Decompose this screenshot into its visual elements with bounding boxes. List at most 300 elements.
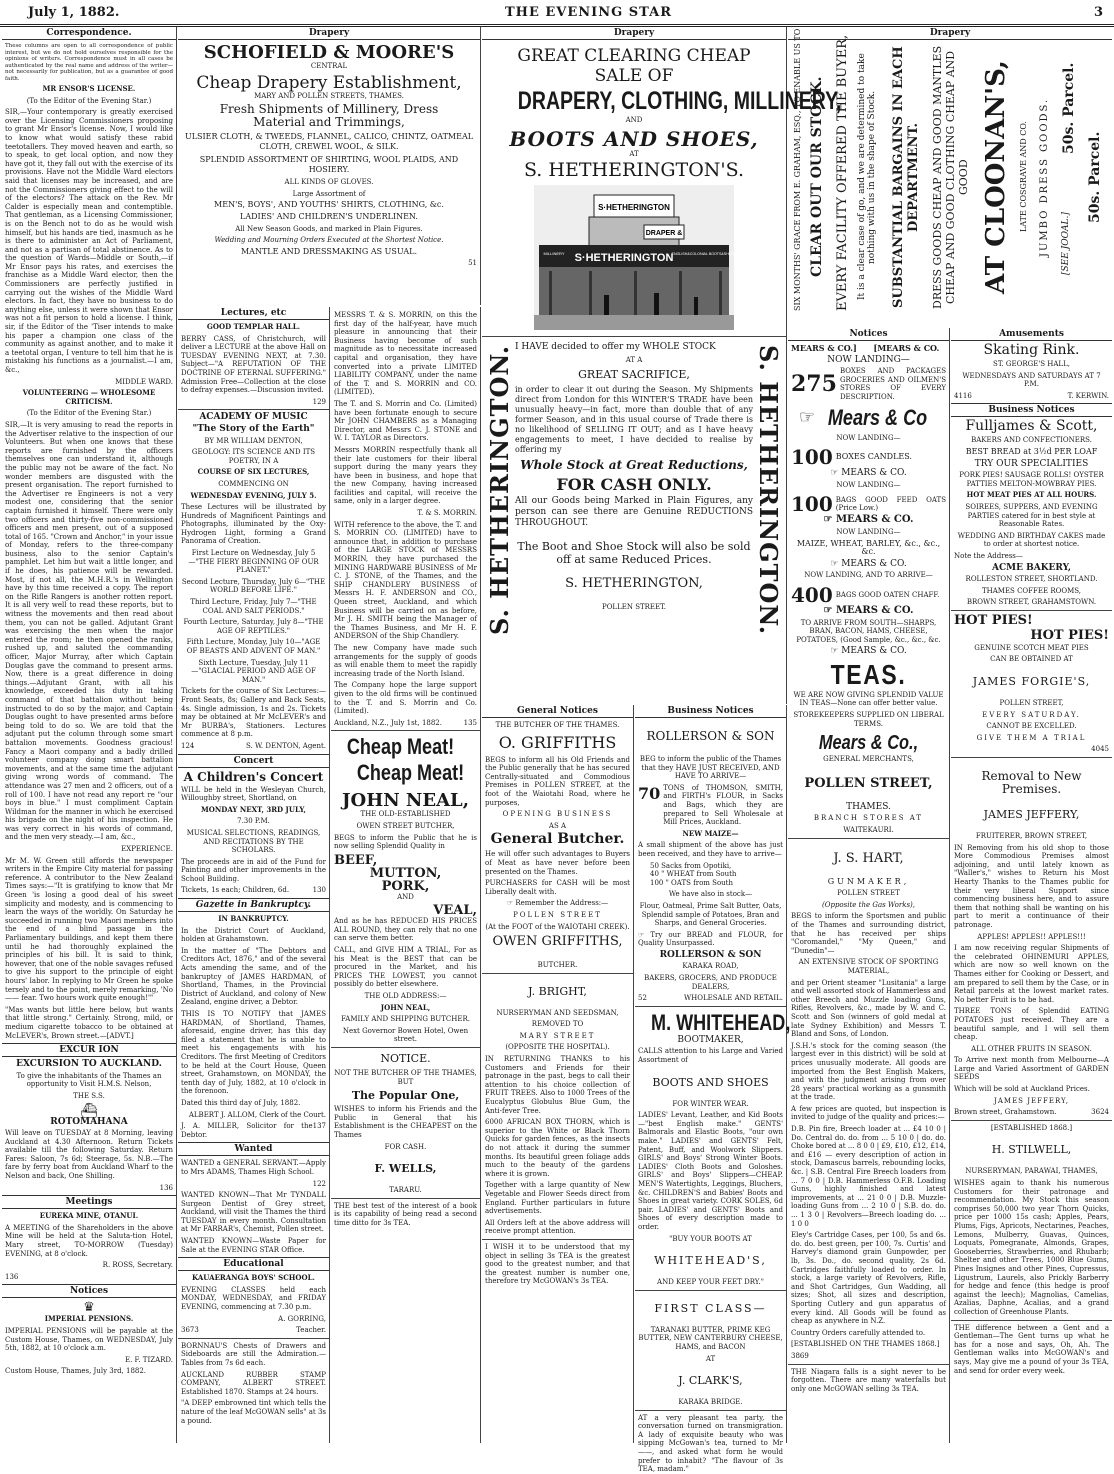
- ad-text: MARY STREET: [519, 1031, 596, 1040]
- lecture-item: Fourth Lecture, Saturday, July 8—"THE AGE OF REPTILES.": [183, 618, 324, 635]
- sign-text: MILLINERY: [543, 251, 565, 257]
- sign-text: S·HETHERINGTON: [598, 203, 670, 213]
- ad-heading: SUBSTANTIAL BARGAINS IN EACH DEPARTMENT.: [891, 46, 921, 308]
- ad-sign: Teacher.: [296, 1326, 326, 1335]
- ad-number: 130: [312, 886, 326, 895]
- ad-body: These Lectures will be illustrated by Hundreds of Magnificent Paintings and Photographs, illuminated by the Oxy-Hydrogen Light, forming a Grand Panorama of Creation.: [181, 503, 326, 546]
- ad-title: HOT PIES!: [954, 612, 1033, 628]
- ad-text: WAITEKAURI.: [843, 826, 894, 835]
- classified-ad: BORNNAU'S Chests of Drawers and Sideboards are still the Admiration.—Tables from 7s 6d each.: [181, 1341, 326, 1367]
- ad-body: Messrs MORRIN respectfully thank all their late customers for their liberal support during the many years they have been in business, and hope that the new Company, having increased facilities and capital, will receive the same, only in a larger degree.: [334, 445, 477, 506]
- ad-heading: CLEAR OUT OUR STOCK.: [809, 76, 825, 278]
- section-heading: Drapery: [482, 27, 786, 40]
- ad-text: LATE COSGRAVE AND CO.: [1019, 121, 1028, 233]
- ad-text: POLLEN STREET,: [999, 699, 1064, 708]
- disclaimer: These columns are open to all correspondence of public interest, but we do not hold ourselves responsible for the opinions of writers. Correspondence must in all cases be authenticated by the real name and address of the writer—not necessarily for publication, but as a guarantee of good faith.: [5, 43, 173, 82]
- ad-heading: POLLEN STREET,: [804, 775, 933, 791]
- ad-body: SOIREES, SUPPERS, AND EVENING PARTIES catered for in best style at Reasonable Rates.: [965, 502, 1098, 529]
- sign-text: ENGLISH&COLONIAL BOOTS&SHOES: [671, 252, 737, 257]
- letter-body: SIR,—Your contemporary is greatly exercised over the Licensing Commissioners proposing to grant Mr Ensor's license. Now, I would like to know what would satisfy these rabid teetotallers. They moved heaven and earth, so to speak, to get local option, and now they have got it, they fall out with the exercise of its provisions. Have not the Middle Ward electors said that licenses may be increased, and are not the Commissioners giving effect to the will of the electors? The attack on the Rev. Mr Calder is especially mean and contemptible. That gentleman, as a Licensing Commissioner, is on the Bench not to do as he would wish himself, but his hands are tied, inasmuch as he is there to administer an Act of Parliament, and not as a partisan of total abstinence. As to the question of Wards—Middle or South,—if Mr Ensor pays his rates, and exercises the franchise as a Middle Ward elector, then the Commissioners are perfectly justified in carrying out the wishes of the Middle Ward electors. In fact, they have no business to do anything else, unless it were shown that Ensor was not a fit person to hold a license. I think, sir, if the Editor of the 'Tiser intends to make his paper a champion one class of the community as against another, and to make it a teetotal organ, I venture to tell him that he is mistaking his functions as a journalist.—I am, &c.,: [5, 108, 173, 374]
- filler-text: THE Niagara falls is a sight never to be forgotten. There are many waterfalls but only one McGOWAN selling 3s TEA.: [791, 1367, 946, 1393]
- ad-text: BROWN STREET, GRAHAMSTOWN.: [966, 598, 1097, 607]
- ad-body: WISHES again to thank his numerous Customers for their patronage and recommendation. My Stock this season comprises 50,000 two year Thorn Quicks, price per 1000 15s cash; Apples, Pears, Plums, Figs, Apricots, Nectarines, Peaches, Lemons, Mulberry, Guavas, Quinces, Loquats, Pomegranate, Almonds, Grapes, Gooseberries, Strawberries, and Rhubarb; Shelter and other Trees, 1000 Blue Gums, Pines Insignes and other Pines, Cupressus, Ligustrum, Laurels, also Prickly Barberry for hedge and fence (this hedge is proof against the leech); Magnolias, Camelias, Azalias, Daphne, Acalias, and a grand collection of Greenhouse Plants.: [954, 1179, 1109, 1316]
- column-morrin-neal: [331, 307, 481, 1443]
- ad-text: ULSIER CLOTH, & TWEEDS, FLANNEL, CALICO, CHINTZ, OATMEAL CLOTH, CREWEL WOOL, & SILK.: [184, 132, 474, 152]
- ad-title: IMPERIAL PENSIONS.: [44, 1314, 134, 1324]
- ad-sign: F. WELLS,: [374, 1162, 437, 1176]
- paragraph: Mr M. W. Green still affords the newspaper writers in the Empire City material for passing reference. A contributor to the New Zealand Times says:—"It is gratifying to know that Mr Green 'is losing a good deal of his sweet simplicity and modesty, and is commencing to learn the ways of the worldly. On Saturday he succeeded in running two Maori members into the end of a blind passage in the Parliamentary buildings, and kept them there until he had thoroughly explained the principles of his bill. It is said to think, however, that one of the noble savages refused to give his support to the principle of eight hours' labor. In replying to Mr Green he spoke tersely and to the point, merely remarking, 'No —— fear. Two hours work quite enough!'": [5, 856, 174, 1003]
- ad-sign-text: MEARS & CO.: [841, 558, 907, 569]
- ad-quantity-block: [791, 492, 946, 516]
- ad-body: in order to clear it out during the Season. My Shipments direct from London for this WINTER'S TRADE have been unusually heavy—in fact, more than double that of any former Season, and in this usual course of Trade there is no likelihood of SELLING IT OUT; and as I have heavy engagements to meet, I have decided to realise by offering my: [515, 384, 753, 454]
- ad-number: 136: [5, 1272, 19, 1281]
- logo-text: Mears & Co: [827, 404, 928, 430]
- ad-number: 129: [312, 397, 326, 406]
- ad-text: (Opposite the Gas Works),: [822, 900, 915, 909]
- ad-footer: [181, 1326, 326, 1335]
- quantity: 400: [791, 582, 833, 607]
- ad-title: ROLLERSON & SON: [646, 729, 775, 743]
- ad-title: Skating Rink.: [983, 342, 1080, 358]
- ad-quantity-block: [791, 367, 946, 401]
- section-heading: Lectures, etc: [178, 307, 329, 320]
- ad-body: All Orders left at the above address will receive prompt attention.: [485, 1218, 630, 1236]
- pointing-hand-icon: ☞: [798, 407, 816, 429]
- ad-sign: [791, 604, 946, 616]
- ad-body: CALLS attention to his Large and Varied Assortment of: [638, 1047, 783, 1065]
- ad-sign: JAMES JEFFERY,: [994, 1096, 1069, 1105]
- meat-item: BEEF,: [334, 852, 378, 868]
- ad-number: 136: [159, 1183, 173, 1192]
- ad-body: Dated this third day of July, 1882.: [181, 1098, 301, 1107]
- ad-text: BAKERS AND CONFECTIONERS.: [971, 436, 1092, 445]
- ad-text: SPLENDID ASSORTMENT OF SHIRTING, WOOL PLAIDS, AND HOSIERY.: [199, 155, 459, 175]
- ad-title: IN BANKRUPTCY.: [218, 914, 289, 924]
- pointing-hand-icon: ☞: [823, 514, 836, 526]
- quantity: 275: [791, 371, 837, 398]
- ad-text: [638, 931, 783, 948]
- ad-number: 122: [312, 1179, 326, 1188]
- ad-text: SIX MONTHS' GRACE FROM E. GRAHAM, ESQ., TO ENABLE US TO: [793, 28, 802, 311]
- ad-number: 137: [312, 1122, 326, 1131]
- ad-footer: [954, 1108, 1109, 1117]
- ad-text: HOT MEAT PIES AT ALL HOURS.: [966, 490, 1097, 500]
- ad-body: MAIZE, WHEAT, BARLEY, &c., &c., &c.: [796, 538, 941, 557]
- ad-body: IN Removing from his old shop to those More Commodious Premises almost adjoining, and until lately known as "Waller's," wishes to Return his Most Hearty Thanks to the Thames public for their very liberal Support since commencing business here, and to assure them that nothing shall be wanting on his part to merit a continuance of their patronage.: [954, 843, 1109, 929]
- ad-body: Eley's Cartridge Cases, per 100, 5s and 6s. do. do. best green, per 100, 7s. Curtis' and Harvey's diamond grain Gunpowder, per lb, 3s. Do., do. second quality, 2s 6d. Cartridges faithfully loaded to order. In stock, a large variety of Revolvers, Rifle, and Shot Cartridges, Gun Wadding, all sizes; Shot, all sizes and description, Sporting Cutlery and gun apparatus of every kind. All Goods will be found as cheap as anywhere in N.Z.: [791, 1231, 946, 1326]
- ad-title: GREAT CLEARING CHEAP SALE OF: [517, 46, 751, 86]
- ad-number: 51: [468, 259, 477, 268]
- ad-quantity-block: [638, 784, 783, 830]
- ad-text: ALL KINDS OF GLOVES.: [284, 178, 374, 187]
- ad-text: NOT THE BUTCHER OF THE THAMES, BUT: [334, 1069, 477, 1086]
- column-notices-mears: [788, 328, 950, 1443]
- ad-title: Removal to New Premises.: [981, 769, 1082, 797]
- ad-body: BOXES CANDLES.: [835, 451, 912, 461]
- ad-text: CANNOT BE EXCELLED.: [986, 722, 1077, 731]
- ad-body: The new Company have made such arrangements for the supply of goods as will enable them to meet the rapidly increasing trade of the North Island.: [334, 643, 477, 678]
- sign-text: S·HETHERINGTON: [574, 252, 674, 265]
- ad-heading: Fresh Shipments of Millinery, Dress Material and Trimmings,: [219, 102, 439, 130]
- ad-number: 135: [463, 718, 477, 727]
- ad-place: Auckland, N.Z., July 1st, 1882.: [334, 718, 442, 727]
- ad-number: 4045: [1091, 745, 1109, 754]
- masthead-title: THE EVENING STAR: [505, 5, 673, 20]
- ad-text: [ESTABLISHED 1868.]: [990, 1123, 1073, 1132]
- ad-text: Wedding and Mourning Orders Executed at the Shortest Notice.: [214, 236, 444, 245]
- letter-title: VOLUNTEERING — WHOLESOME CRITICISM.: [22, 388, 156, 406]
- classified-ad: WANTED a GENERAL SERVANT.—Apply to Mrs ADAMS, Thames High School.: [181, 1159, 326, 1176]
- ad-text: LADIES' AND CHILDREN'S UNDERLINEN.: [240, 211, 418, 221]
- ad-heading: GREAT SACRIFICE,: [578, 367, 690, 381]
- pointing-hand-icon: ☞: [830, 646, 842, 657]
- ad-text: THE OLD ADDRESS:—: [364, 992, 447, 1001]
- ad-title: AT CLOONAN'S,: [981, 60, 1011, 294]
- pointing-hand-icon: ☞: [830, 558, 842, 569]
- section-heading: Correspondence.: [2, 27, 176, 40]
- ad-text: FOR CASH.: [384, 1142, 427, 1151]
- masthead-date: July 1, 1882.: [28, 5, 120, 20]
- ad-body: WITH reference to the above, the T. and S. MORRIN CO. (LIMITED) have to announce that, in addition to purchase of the LARGE STOCK of MESSRS MORRIN, they have purchased the MINING HARDWARE BUSINESS of Mr C. J. STONE, of the Thames, and the SHIP CHANDLERY BUSINESS of Messrs H. F. ANDERSON and CO., Queen street, Auckland, and which Business will be carried on as before, Mr J. H. SMITH being the Manager of the Thames Business, and Mr H. F. ANDERSON of the Ship Chandlery.: [334, 520, 477, 641]
- ad-body: THIS IS TO NOTIFY that JAMES HARDMAN, of Shortland, Thames, aforesaid, engine driver, has this day filed a statement that he is unable to meet his engagements with his Creditors. The first Meeting of Creditors to be held at the Court House, Queen street, Grahamstown, on MONDAY, the tenth day of July, 1882, at 10 o'clock in the forenoon.: [181, 1010, 326, 1096]
- ad-text: AND: [397, 892, 414, 901]
- letter-to: (To the Editor of the Evening Star.): [26, 409, 152, 418]
- ad-text: WEDNESDAY EVENING, JULY 5.: [190, 490, 317, 500]
- ad-body: J.S.H.'s stock for the coming season (the largest ever in this district) will be sold at prices unusually moderate. All goods are imported from the Best English Makers, and with the judgment arising from over 28 years' practical working as a gunsmith at the trade.: [791, 1041, 946, 1102]
- ad-text: NURSERYMAN AND SEEDSMAN,: [496, 1008, 619, 1017]
- filler-text: THE difference between a Gent and a Gentleman—The Gent turns up what he has for a nose and says, Oh, Ah. The Gentleman walks into McGOWAN's and says, May give me a pound of your 3s TEA, and send for order every week.: [954, 1323, 1109, 1375]
- ad-heading: Whole Stock at Great Reductions,: [520, 457, 748, 472]
- ad-text: [SEE JOOAL.]: [1061, 212, 1071, 276]
- section-heading: Meetings: [2, 1195, 176, 1209]
- ad-text: COMMENCING ON: [218, 479, 289, 488]
- ad-body: The Company hope the large support given to the old firms will be continued to the T. and S. Morrin and Co. (Limited).: [334, 681, 477, 716]
- ad-text: WEDNESDAYS AND SATURDAYS AT 7 P.M.: [962, 371, 1101, 389]
- ad-text: ST. GEORGE'S HALL,: [993, 360, 1070, 368]
- list-item: 100 " OATS from South: [650, 878, 733, 887]
- ad-text: ACME BAKERY,: [992, 562, 1071, 573]
- ad-text: THAMES.: [846, 801, 891, 812]
- ad-text: TARARU.: [389, 1186, 422, 1195]
- ad-footer: [954, 392, 1109, 401]
- ad-text: AS A: [548, 821, 567, 830]
- ad-sign: A. GORRING,: [278, 1314, 326, 1323]
- ad-text: (OPPOSITE THE HOSPITAL).: [505, 1043, 610, 1052]
- ad-heading: BOOTS AND SHOES: [652, 1075, 769, 1089]
- ad-sign-text: MEARS & CO.: [835, 604, 914, 616]
- ad-heading: JAMES JEFFERY,: [983, 808, 1080, 822]
- ad-heading: AN EXTENSIVE STOCK OF SPORTING MATERIAL,: [798, 958, 939, 975]
- ad-text: We have also in stock—: [668, 890, 753, 899]
- section-heading: EXCUR ION: [2, 1043, 176, 1057]
- butcher-name: JOHN NEAL,: [342, 790, 469, 812]
- lecture-item: Second Lecture, Thursday, July 6—"THE WORLD BEFORE LIFE.": [181, 577, 326, 595]
- ad-heading: "The Story of the Earth": [192, 423, 315, 434]
- ad-title: NOTICE.: [380, 1052, 431, 1065]
- ad-footer: [638, 994, 783, 1003]
- ad-body: In the District Court of Auckland, holden at Grahamstown.: [181, 926, 326, 944]
- ad-text: CENTRAL: [310, 62, 348, 70]
- ad-body: Tickets for the course of Six Lectures:—Front Seats, 8s; Gallery and Back Seats, 4s. Single admission, 1s and 2s. Tickets may be obtained at Mr McLEVER's and Mr BURBA's, Stationers. Lectures commence at 8 p.m.: [181, 687, 326, 739]
- ad-text: To give the inhabitants of the Thames an opportunity to Visit H.M.S. Nelson,: [16, 1071, 162, 1089]
- meat-item: PORK,: [381, 878, 430, 894]
- ad-title: M. WHITEHEAD,: [651, 1009, 791, 1035]
- pointing-hand-icon: ☞: [506, 899, 516, 908]
- column-amusements: [951, 328, 1112, 1443]
- ad-body: And as he has REDUCED HIS PRICES ALL ROUND, they can rely that no one can serve them better.: [334, 917, 477, 943]
- ad-sign: J. A. MILLER, Solicitor for the Debtor.: [181, 1122, 313, 1139]
- ad-body: IMPERIAL PENSIONS will be payable at the Custom House, Thames, on WEDNESDAY, July 5th, 1882, at 10 o'clock a.m.: [5, 1327, 173, 1353]
- ad-sign-text: MEARS & CO.: [841, 468, 907, 479]
- ad-heading: WHITEHEAD'S,: [654, 1254, 767, 1268]
- ad-text: BUTCHER.: [537, 961, 578, 970]
- letter-body: SIR,—It is very amusing to read the reports in the Advertiser relative to the inspection of our Volunteers. But when one knows that these reports are furnished by the officers themselves one can understand it, although the public may not be aware of the fact. No wonder members are disgusted with the present organisation. The report furnished to the Advertiser re Engineers is not a very modest one, considering that the senior captain furnished it himself. There were only two officers and thirty-five non-commissioned officers and men present, out of a supposed total of 165. "Crown and Anchor," in your issue of Monday, refers to the three-company business, also to the senior Captain's pamphlet. Let him but wait a little longer, and if he does, his patience will be rewarded. Most, if not all, the M.H.R.'s in Wellington have by this time received a copy. The report on the Rifle Rangers is another rotten report. It is all very well to read these reports, but to witness the movements and then read about them, you can not be galled. Adjutant Grant was exercising the men when the major entered the room; he then opened the ranks, rushed up, and saluted the commanding officer, Major Murray, after which Captain Douglas gave the command to present arms. Now, there is a great difference in doing things.—Adjutant Grant, with all his knowledge, exceeded his duty in taking command of that battalion without being instructed to do so by the major, and Captain Douglas ought to have presented arms before being told to do so. We are told that the adjutant put the column through some smart battalion movements. Goodness gracious! Fancy a Maori company and a badly drilled volunteer company doing smart battalion movements, and at the same time the adjutant giving wrong words of command. The attendance was 27 men and 2 officers, out of a roll of 100. I have not read any report re "our boys in blue." I must compliment Captain Wildman for the manner in which he exercised his brigade on the night of his inspection. He was very correct in his words of command, and the men very steady.—I am, &c.,: [5, 420, 173, 842]
- ad-text: THAMES COFFEE ROOMS,: [981, 586, 1082, 595]
- section-heading: Notices: [788, 328, 949, 341]
- ad-text: FAMILY AND SHIPPING BUTCHER.: [341, 1015, 470, 1024]
- ad-body: All our Goods being Marked in Plain Figures, any person can see there are Genuine REDUCTIONS THROUGHOUT.: [515, 495, 753, 528]
- ad-text: BRANCH STORES AT: [813, 814, 924, 823]
- filler-text: AT a very pleasant tea party, the conversation turned on transmigration. A lady of exquisite beauty who was sipping McGowan's tea, turned to Mr ——, and asked what form he would prefer to inhabit? "The flavour of 3s TEA, madam.": [638, 1413, 783, 1474]
- filler-text: I WISH it to be understood that my object in selling 3s TEA is the greatest good to the greatest number, and that the greatest number is number one, therefore try McGOWAN's 3s TEA.: [485, 1242, 630, 1286]
- ad-text: AND: [625, 116, 643, 124]
- ad-text: NURSERYMAN, PARAWAI, THAMES,: [965, 1167, 1098, 1176]
- ad-text: [485, 899, 630, 908]
- classified-ad: AUCKLAND RUBBER STAMP COMPANY, ALBERT STREET. Established 1870. Stamps at 24 hours.: [181, 1370, 326, 1396]
- ad-body: He will offer such advantages to Buyers of Meat as have never before been presented on the Thames.: [485, 850, 630, 876]
- ad-title: EUREKA MINE, OTANUI.: [39, 1211, 139, 1221]
- filler-text: THE best test of the interest of a book is its capability of being read a second time ditto for 3s TEA.: [334, 1201, 477, 1227]
- letter-title: MR ENSOR'S LICENSE.: [42, 84, 136, 93]
- ad-time: 7.30 P.M.: [237, 817, 270, 826]
- ad-body: WEDDING AND BIRTHDAY CAKES made to order at shortest notice.: [957, 531, 1106, 549]
- section-heading: Notices: [2, 1284, 176, 1298]
- ad-body: 6000 AFRICAN BOX THORN, which is superior to the White or Black Thorn Quicks for garden fences, as the insects do not attack it during the summer months. Its beautiful green foliage adds much to the beauty of the gardens where it is grown.: [485, 1118, 630, 1178]
- ad-title: TEAS.: [830, 658, 907, 690]
- ad-text: GIVE THEM A TRIAL: [976, 733, 1087, 742]
- masthead: [0, 0, 1114, 27]
- ad-text: COURSE OF SIX LECTURES,: [197, 467, 310, 477]
- ad-sign: [791, 560, 946, 569]
- ad-body: TO ARRIVE FROM SOUTH—SHARPS, BRAN, BACON, HAMS, CHEESE, POTATOES, (Good Sample, &c., &c., &c.: [796, 618, 941, 644]
- ad-body: Will leave on TUESDAY at 8 Morning, leaving Auckland at 4.30 Afternoon. Return Tickets available till the following Saturday. Return Fares: Saloon, 7s 6d; Steerage, 5s. N.B.—The fare by ferry boat from Auckland Wharf to the Nelson and back, One Shilling.: [5, 1129, 173, 1181]
- paragraph: "Mas wants but little here below, but wants that little strong." Certainly. Strong, mild, or medium cigarette tobacco to be obtained at McLEVER's, Brown street.—[ADVT.]: [5, 1005, 173, 1040]
- ad-title: EXCURSION TO AUCKLAND.: [16, 1059, 162, 1070]
- ad-heading: The Boot and Shoe Stock will also be sold off at same Reduced Prices.: [517, 539, 751, 566]
- ad-text: OPENING BUSINESS: [502, 810, 613, 819]
- classified-ad: WANTED KNOWN—That Mr TYNDALL Surgeon Dentist of Grey street, Auckland, will visit the Thames the third TUESDAY in every month. Consultation at Mr FARRAR's, Chemist, Pollen street.: [181, 1191, 326, 1234]
- ad-text: Try our BREAD and FLOUR, for Quality Unsurpassed.: [638, 930, 783, 948]
- quantity: 100: [791, 492, 833, 517]
- ad-body: Flour, Oatmeal, Prime Salt Butter, Oats, Splendid sample of Potatoes, Bran and Sharps, and General Groceries.: [639, 901, 782, 928]
- lecture-item: Third Lecture, Friday, July 7—"THE COAL AND SALT PERIODS.": [190, 598, 317, 615]
- ad-text: Note the Address—: [954, 551, 1023, 560]
- pointing-hand-icon: ☞: [830, 468, 842, 479]
- column-correspondence: [2, 27, 177, 1443]
- ad-sign: S. W. DENTON, Agent.: [245, 741, 326, 750]
- ad-quantity-block: [791, 445, 946, 469]
- ad-body: BEGS to inform all his Old Friends and the Public generally that he has secured Centrally-situated and Commodious Premises in POLLEN STREET, at the foot of the Waiotahi Road, where he purposes,: [485, 755, 630, 807]
- ad-title: H. STILWELL,: [991, 1143, 1072, 1157]
- ad-text: All New Season Goods, and marked in Plain Figures.: [235, 224, 423, 233]
- ad-title: KAUAERANGA BOYS' SCHOOL.: [192, 1273, 315, 1283]
- mears-logo: [791, 405, 946, 431]
- royal-crest-icon: ♛: [83, 1300, 95, 1316]
- ad-sign: T. & S. MORRIN.: [417, 509, 477, 518]
- ad-text: Large Assortment of: [292, 189, 366, 198]
- ad-quantity-block: [791, 583, 946, 607]
- ad-body: BERRY CASS, of Christchurch, will deliver a LECTURE at the above Hall on TUESDAY EVENING NEXT, at 7.30. Subject—"A REFUTATION OF THE DOCTRINE OF ETERNAL SUFFERING." Admission Free—Collection at the close to defray expenses.—Discussion invited.: [181, 334, 326, 395]
- section-heading: Concert: [178, 754, 329, 768]
- ad-body: MESSRS T. & S. MORRIN, on this the first day of the half-year, have much pleasure in announcing that their Business having become of such magnitude as to necessitate increased capital and organisation, they have converted into a private LIMITED LIABILITY COMPANY, under the name of the T. and S. MORRIN and CO. (LIMITED).: [334, 311, 477, 397]
- ad-logo: Mears & Co.,: [818, 732, 919, 755]
- ad-text: THE OLD-ESTABLISHED: [360, 810, 451, 819]
- ad-text: BEST BREAD at 3½d PER LOAF: [965, 446, 1098, 456]
- ad-headline: DRAPERY, CLOTHING, MILLINERY,: [517, 87, 842, 115]
- sign-text: DRAPER &: [645, 230, 683, 238]
- ad-sign: E. F. TIZARD.: [125, 1355, 173, 1364]
- ad-place: Custom House, Thames, July 3rd, 1882.: [5, 1367, 147, 1376]
- ad-text: ROLLESTON STREET, SHORTLAND.: [965, 575, 1098, 584]
- ad-body: WILL be held in the Wesleyan Church, Willoughby street, Shortland, on: [181, 785, 326, 803]
- ad-body: PORK PIES! SAUSAGE ROLLS! OYSTER PATTIES MELTON-MOWBRAY PIES.: [959, 471, 1104, 488]
- ad-text: NOW LANDING—: [827, 354, 910, 365]
- ad-title: GOOD TEMPLAR HALL.: [206, 322, 301, 331]
- section-heading: Amusements: [951, 328, 1112, 341]
- masthead-page: 3: [1094, 5, 1104, 20]
- ad-text: KARAKA ROAD,: [682, 962, 739, 971]
- ad-number: 3673: [181, 1326, 199, 1335]
- ad-body: A MEETING of the Shareholders in the above Mine will be held at the Saluta-tion Hotel, Mary street, TO-MORROW (Tuesday) EVENING, at 8 o'clock.: [5, 1223, 173, 1258]
- ad-sign-text: MEARS & CO.: [841, 646, 907, 657]
- ad-heading: JAMES FORGIE'S,: [972, 675, 1091, 689]
- ad-body: CALL, and GIVE HIM A TRIAL, For as his Meat is the BEST that can be procured in the Market, and his PRICES THE LOWEST, you cannot possibly do better elsewhere.: [334, 946, 477, 989]
- ad-title: Cheap Meat!: [356, 760, 465, 786]
- ad-body: I am now receiving regular Shipments of the celebrated OHINEMURI APPLES, which are now so well known on the Thames either for Cooking or Dessert, and am prepared to sell them by the Case, or in Retail parcels at the lowest market rates. No better Fruit is to be had.: [954, 944, 1109, 1004]
- section-heading: Business Notices: [951, 403, 1112, 417]
- ad-text: Tickets, 1s each; Children, 6d.: [181, 886, 290, 895]
- ad-footer: [181, 742, 326, 751]
- ad-text: "BUY YOUR BOOTS AT: [669, 1234, 752, 1243]
- ad-text: STOREKEEPERS SUPPLIED ON LIBERAL TERMS.: [793, 711, 944, 728]
- list-item: 50 Sacks from Opotiki,: [650, 861, 732, 870]
- ad-text: AT: [629, 149, 639, 158]
- ad-text: EVERY FACILITY OFFERED THE BUYER,: [835, 34, 850, 311]
- ad-body: EVENING CLASSES held each MONDAY, WEDNESDAY, and FRIDAY EVENING, commencing at 7.30 p.m.: [181, 1285, 326, 1312]
- hetherington-body: [485, 340, 783, 640]
- letter-sign: EXPERIENCE.: [121, 845, 173, 854]
- ad-text: ALL OTHER FRUITS IN SEASON.: [971, 1044, 1092, 1053]
- column-drapery-schofield: [178, 27, 481, 305]
- ad-heading: TRY OUR SPECIALITIES: [974, 458, 1089, 469]
- ad-heading: NEW MAIZE—: [682, 828, 739, 838]
- ad-text: KARAKA BRIDGE.: [678, 1398, 743, 1407]
- ad-body: BEGS to inform the Public that he is now selling Splendid Quality in: [334, 833, 477, 851]
- ad-body: and per Orient steamer "Lusitania" a large and well assorted stock of Hammerless and other Breech and Muzzle loading Guns, Rifles, Revolvers, &c., made by W. and C. Scott and Son (winners of gold medal at late Sydney Exhibition) and Messrs T. Bland and Sons, of London.: [791, 978, 946, 1039]
- ad-sign: [791, 516, 946, 525]
- ad-body: BOXES AND PACKAGES GROCERIES AND OILMEN'S STORES OF EVERY DESCRIPTION.: [839, 367, 946, 401]
- ad-text: 50s. Parcel.: [1061, 62, 1077, 154]
- ad-body: Together with a large quantity of New Vegetable and Flower Seeds direct from England. Further particulars in future advertisements.: [485, 1181, 630, 1216]
- ad-sign: R. ROSS, Secretary.: [102, 1261, 173, 1270]
- ad-text: AT A: [625, 356, 643, 365]
- ad-text: Next Governor Bowen Hotel, Owen street.: [342, 1026, 469, 1044]
- ad-title: S. HETHERINGTON'S.: [523, 159, 745, 182]
- ad-sign: OWEN GRIFFITHS,: [492, 934, 623, 950]
- ad-text: It is a clear case of go, and we are determined to take nothing with us in the shape of Stock.: [857, 53, 877, 301]
- ad-text: AND KEEP YOUR FEET DRY.": [657, 1278, 764, 1287]
- ad-heading: FOR CASH ONLY.: [556, 474, 712, 494]
- ad-title: SCHOFIELD & MOORE'S: [203, 42, 455, 63]
- ad-text: THE BUTCHER OF THE THAMES.: [495, 721, 620, 729]
- quantity: 100: [791, 445, 833, 470]
- ad-sign-text: MEARS & CO.: [835, 514, 914, 526]
- ad-body: Country Orders carefully attended to.: [791, 1328, 926, 1337]
- section-heading: Gazette in Bankruptcy.: [178, 898, 329, 912]
- letter-sign: MIDDLE WARD.: [115, 377, 173, 386]
- ad-header: MEARS & CO.] [MEARS & CO.: [791, 343, 940, 353]
- section-heading: Drapery: [788, 27, 1112, 40]
- filler-text: "A DEEP embrowned tint which tells the nature of the leaf McGOWAN sells" at 3s a pound.: [181, 1399, 326, 1425]
- ad-title: J. BRIGHT,: [528, 984, 587, 998]
- vertical-banner: S. HETHERINGTON.: [754, 345, 783, 636]
- ad-text: BY MR WILLIAM DENTON,: [204, 436, 303, 445]
- ad-body: IN RETURNING THANKS to his Customers and Friends for their patronage in the past, begs to call their attention to his choice collection of FRUIT TREES. Also to 1000 Trees of the Eucalyptus Globulus Blue Gum, the Anti-fever Tree.: [485, 1055, 630, 1115]
- column-lectures: [178, 307, 330, 1443]
- ad-footer: [ESTABLISHED ON THE THAMES 1868.]: [791, 1340, 940, 1349]
- storefront-illustration: [534, 185, 737, 330]
- ad-title: J. S. HART,: [833, 850, 904, 866]
- letter-to: (To the Editor of the Evening Star.): [26, 96, 152, 105]
- vertical-banner: S. HETHERINGTON.: [485, 345, 514, 636]
- ad-place: Brown street, Grahamstown.: [954, 1108, 1057, 1117]
- ad-title: Cheap Meat!: [346, 734, 455, 760]
- ad-title: Fulljames & Scott,: [965, 418, 1098, 435]
- ad-text: POLLEN STREET: [837, 889, 900, 898]
- ad-title: O. GRIFFITHS: [498, 732, 617, 752]
- ad-body: To Arrive next month from Melbourne—A Large and Varied Assortment of GARDEN SEEDS: [954, 1056, 1109, 1082]
- column-business-notices: [635, 705, 791, 1474]
- ad-text: FRUITERER, BROWN STREET,: [975, 832, 1088, 841]
- lecture-item: Sixth Lecture, Tuesday, July 11—"GLACIAL PERIOD AND AGE OF MAN.": [191, 658, 316, 684]
- ad-text: EVERY SATURDAY.: [982, 710, 1081, 719]
- ad-body: WISHES to inform his Friends and the Public in General that his Establishment is the CHEAPEST on the Thames: [334, 1105, 477, 1139]
- ad-sign: T. KERWIN.: [1067, 391, 1109, 400]
- ad-text: NOW LANDING—: [836, 433, 901, 442]
- ad-text: DRESS GOODS CHEAP AND GOOD MANTLES CHEAP AND GOOD CLOTHING CHEAP AND GOOD: [931, 45, 970, 309]
- pointing-hand-icon: ☞: [638, 930, 651, 939]
- ad-text: THE S.S.: [73, 1091, 105, 1100]
- ad-footer: [181, 1122, 326, 1139]
- ad-text: POLLEN STREET: [513, 910, 602, 919]
- ad-text: BOOTMAKER,: [677, 1034, 744, 1045]
- ad-body: BEGS to inform the Sportsmen and public of the Thames and surrounding district, that he has received per ships "Coromandel," "My Queen," and "Dunedin"—: [791, 912, 946, 955]
- ad-text: 50s. Parcel.: [1087, 131, 1103, 223]
- ad-subtitle: Cheap Drapery Establishment,: [196, 72, 462, 93]
- ad-date: MONDAY NEXT, 3RD JULY,: [201, 804, 306, 814]
- list-item: 40 " WHEAT from South: [650, 870, 737, 879]
- ad-title: ACADEMY OF MUSIC: [199, 412, 308, 423]
- section-heading: Educational: [178, 1257, 329, 1271]
- ad-body: A few prices are quoted, but inspection is invited to judge of the quality and prices:—: [791, 1104, 946, 1122]
- ad-body: The T. and S. Morrin and Co. (Limited) have been fortunate enough to secure Mr JOHN CHAMBERS as a Managing Director, and Messrs C. J. STONE and W. I. TAYLOR as Directors.: [334, 399, 477, 443]
- price-list: D.B. Pin fire, Breech loader at ... £4 10 0 | Do. Central do. do. from ... 5 10 0 | do. do. Choke bored at ... 8 0 0 | £9, £10, £12, £14, and £16 — every description of action in stock, Damascus barrels, rebounding locks, &c. | S.B. Central Fire Breech loaders from ... 7 0 0 | D.B. Hammerless O.F.B. Loading Guns, highly finished and latest improvements, at ... 21 0 0 | D.B. Muzzle-loading Guns from ... 2 10 0 | S.B. do. do. ... 1 3 0 | Revolvers—Breech loading do. ... 1 0 0: [791, 1125, 947, 1228]
- lecture-item: First Lecture on Wednesday, July 5—"THE FIERY BEGINNING OF OUR PLANET.": [188, 549, 319, 575]
- ship-name: ROTOMAHANA: [50, 1116, 128, 1127]
- meat-item: MUTTON,: [369, 865, 442, 881]
- ad-text: GENERAL MERCHANTS,: [823, 755, 914, 764]
- ad-text: CAN BE OBTAINED AT: [990, 655, 1073, 664]
